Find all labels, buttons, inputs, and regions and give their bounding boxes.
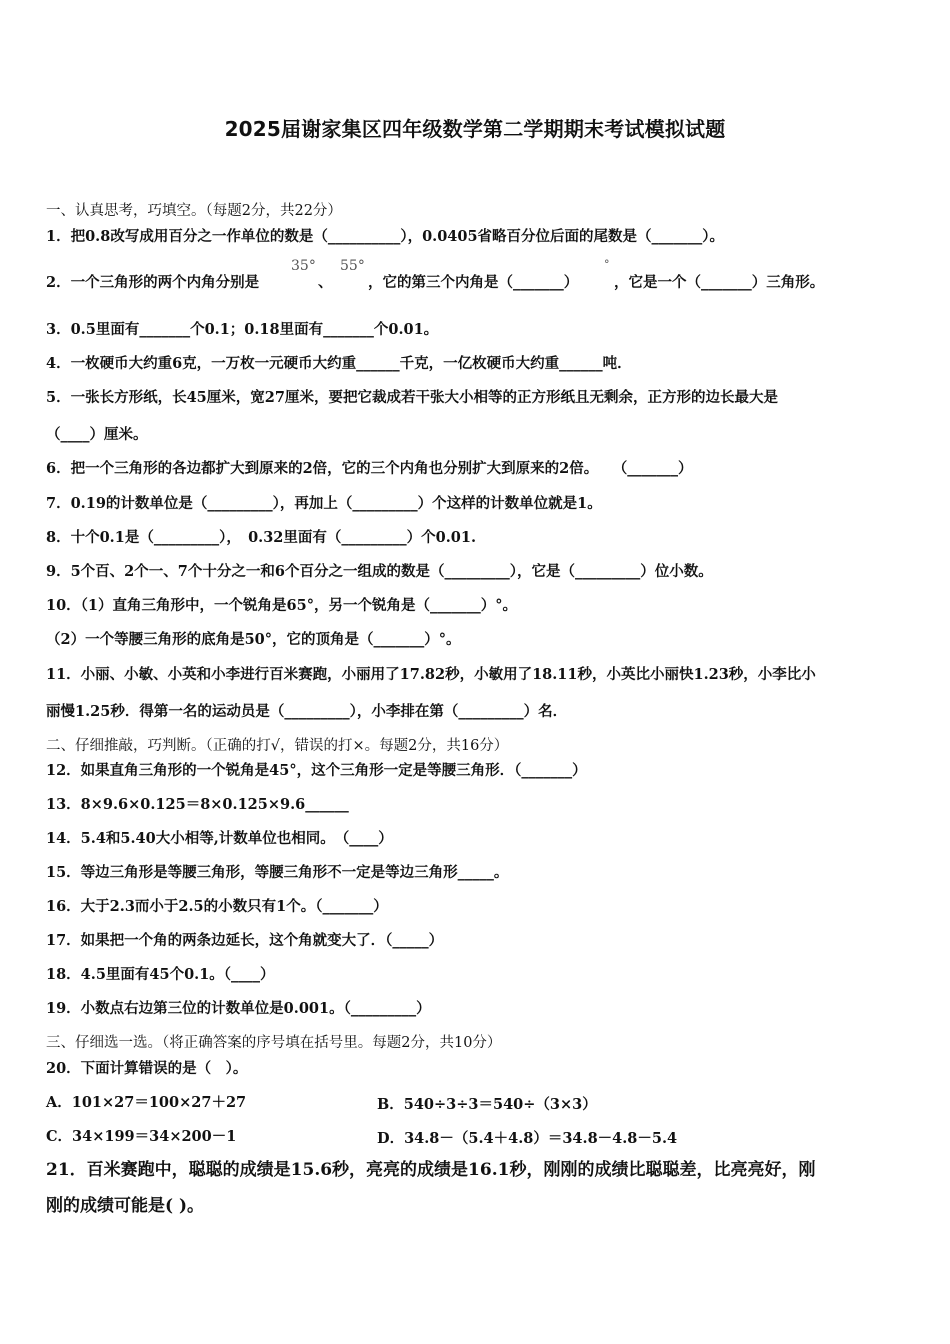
question-7: 7．0.19的计数单位是（_________），再加上（_________）个这样的计数单位就是1。 — [46, 495, 602, 512]
degree-symbol: ° — [604, 258, 610, 271]
question-19: 19．小数点右边第三位的计数单位是0.001。（_________） — [46, 1000, 431, 1017]
question-5-line-1: 5．一张长方形纸，长45厘米，宽27厘米，要把它裁成若干张大小相等的正方形纸且无剩余，正方形的边长最大是 — [46, 389, 778, 406]
question-9: 9．5个百、2个一、7个十分之一和6个百分之一组成的数是（_________），它是（_________）位小数。 — [46, 563, 713, 580]
question-21-line-1: 21．百米赛跑中，聪聪的成绩是15.6秒，亮亮的成绩是16.1秒，刚刚的成绩比聪聪差，比亮亮好，刚 — [46, 1160, 816, 1180]
angle-55-image: 55° — [340, 258, 365, 274]
question-11-line-2: 丽慢1.25秒．得第一名的运动员是（_________），小李排在第（_________）名． — [46, 703, 568, 720]
question-18: 18．4.5里面有45个0.1。（____） — [46, 966, 275, 983]
angle-35-image: 35° — [291, 258, 316, 274]
question-20: 20．下面计算错误的是（ ）。 — [46, 1060, 248, 1077]
question-17: 17．如果把一个角的两条边延长，这个角就变大了．（_____） — [46, 932, 444, 949]
question-16: 16．大于2.3而小于2.5的小数只有1个。（_______） — [46, 898, 388, 915]
question-14: 14．5.4和5.40大小相等,计数单位也相同。 （____） — [46, 830, 393, 847]
section-3-heading: 三、仔细选一选。（将正确答案的序号填在括号里。每题2分，共10分） — [46, 1035, 502, 1051]
question-20-option-a: A．101×27＝100×27＋27 — [46, 1094, 247, 1111]
question-5-line-2: （____）厘米。 — [46, 426, 148, 443]
question-12: 12．如果直角三角形的一个锐角是45°，这个三角形一定是等腰三角形．（_______） — [46, 762, 587, 779]
question-6: 6．把一个三角形的各边都扩大到原来的2倍，它的三个内角也分别扩大到原来的2倍。 （_______） — [46, 460, 693, 477]
question-20-option-d: D．34.8－（5.4＋4.8）＝34.8－4.8－5.4 — [377, 1130, 678, 1147]
question-2-part-a: 2．一个三角形的两个内角分别是 — [46, 274, 260, 291]
section-2-heading: 二、仔细推敲，巧判断。（正确的打√，错误的打×。每题2分，共16分） — [46, 738, 509, 754]
question-2-part-c: ，它的第三个内角是（_______） — [368, 274, 579, 291]
question-20-option-c: C．34×199＝34×200－1 — [46, 1128, 237, 1145]
question-4: 4．一枚硬币大约重6克，一万枚一元硬币大约重______千克，一亿枚硬币大约重______吨． — [46, 355, 632, 372]
question-20-option-b: B．540÷3÷3＝540÷（3×3） — [377, 1096, 597, 1113]
question-10-part-1: 10．（1）直角三角形中，一个锐角是65°，另一个锐角是（_______）°。 — [46, 597, 517, 614]
question-15: 15．等边三角形是等腰三角形，等腰三角形不一定是等边三角形_____。 — [46, 864, 509, 881]
question-3: 3．0.5里面有_______个0.1；0.18里面有_______个0.01。 — [46, 321, 439, 338]
page-title: 2025届谢家集区四年级数学第二学期期末考试模拟试题 — [224, 117, 726, 141]
question-1: 1．把0.8改写成用百分之一作单位的数是（__________），0.0405省略百分位后面的尾数是（_______）。 — [46, 228, 725, 245]
question-2-part-b: 、 — [318, 274, 333, 291]
question-2-part-d: ，它是一个（_______）三角形。 — [614, 274, 825, 291]
question-8: 8．十个0.1是（_________）， 0.32里面有（_________）个0.01. — [46, 529, 476, 546]
section-1-heading: 一、认真思考，巧填空。（每题2分，共22分） — [46, 203, 342, 219]
question-11-line-1: 11．小丽、小敏、小英和小李进行百米赛跑，小丽用了17.82秒，小敏用了18.11秒，小英比小丽快1.23秒，小李比小 — [46, 666, 816, 683]
question-13: 13．8×9.6×0.125＝8×0.125×9.6______ — [46, 796, 349, 813]
question-10-part-2: （2）一个等腰三角形的底角是50°，它的顶角是（_______）°。 — [46, 631, 461, 648]
question-21-line-2: 刚的成绩可能是( )。 — [46, 1196, 205, 1216]
